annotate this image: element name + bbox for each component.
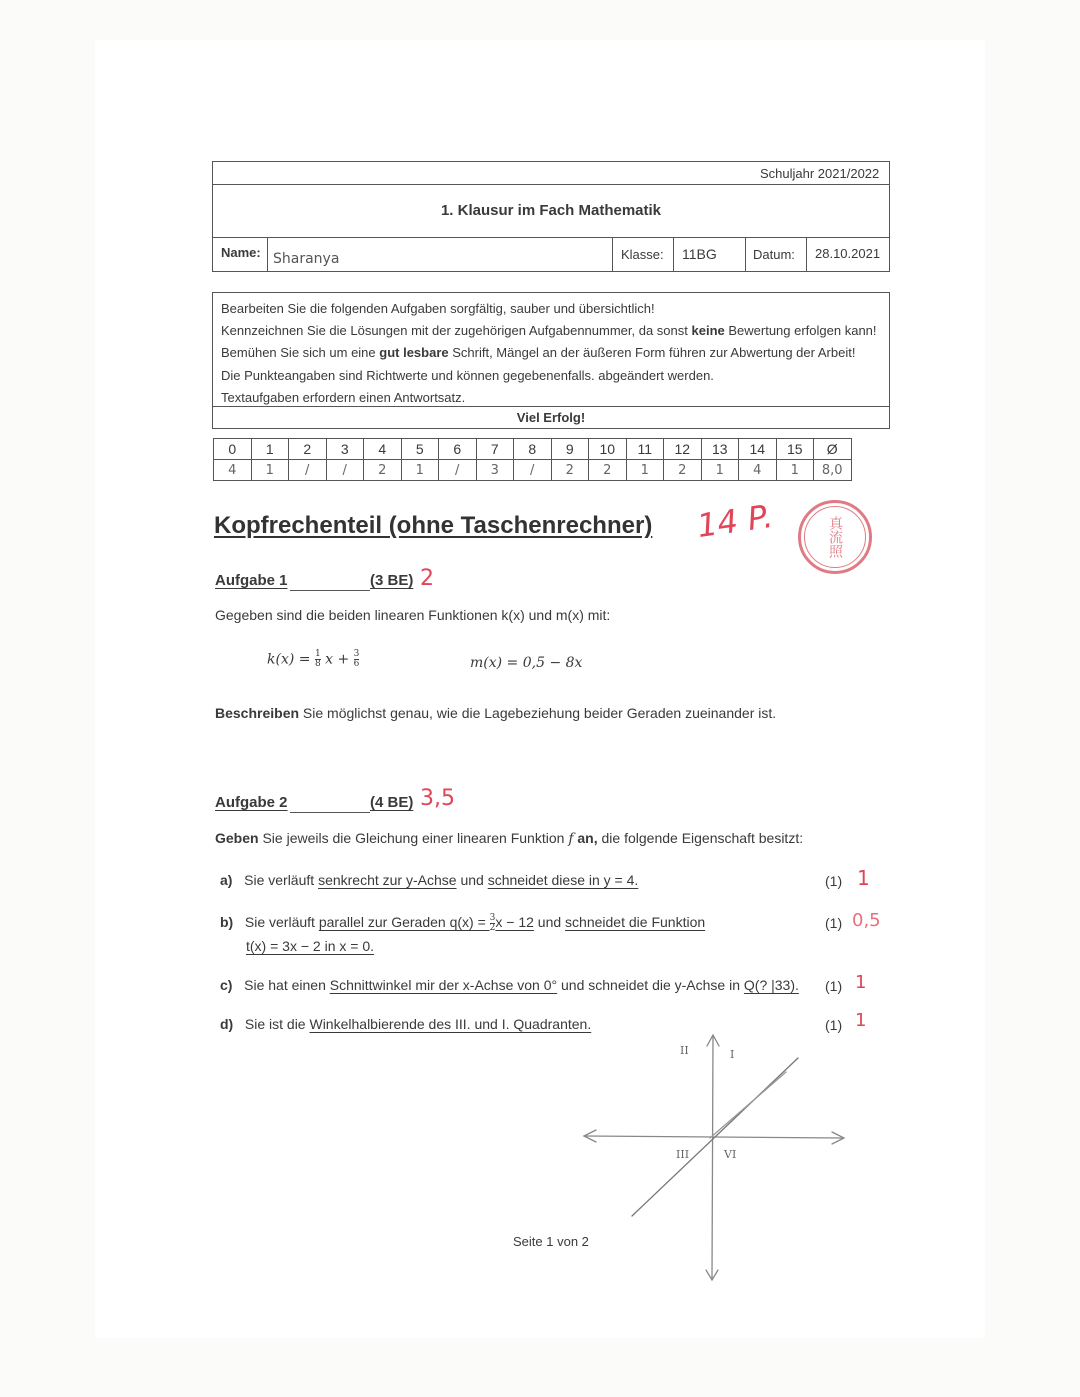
task1-intro: Gegeben sind die beiden linearen Funktionen k(x) und m(x) mit: xyxy=(215,607,611,623)
task2-intro: Geben Sie jeweils die Gleichung einer linearen Funktion f an, die folgende Eigenschaft besitzt: xyxy=(215,830,804,847)
seal-text: 真流照 xyxy=(827,516,843,558)
bisector-line-redraw xyxy=(710,1072,786,1138)
score-value: 2 xyxy=(364,460,402,481)
score-value: 2 xyxy=(589,460,627,481)
task2-grade: 3,5 xyxy=(420,786,455,811)
good-luck: Viel Erfolg! xyxy=(516,410,586,425)
score-header: 9 xyxy=(551,439,589,460)
date-label: Datum: xyxy=(753,247,795,262)
task2-a-points: (1) xyxy=(825,873,843,889)
score-value: / xyxy=(326,460,364,481)
underline-filler xyxy=(290,812,370,813)
instructions-divider xyxy=(212,406,890,407)
score-value: 1 xyxy=(776,460,814,481)
quadrant-2-label: II xyxy=(680,1044,689,1057)
score-header: 10 xyxy=(589,439,627,460)
task2-a-grade: 1 xyxy=(857,866,870,890)
task2-d-points: (1) xyxy=(825,1017,843,1033)
instruction-4: Die Punkteangaben sind Richtwerte und können gegebenenfalls. abgeändert werden. xyxy=(221,368,714,383)
score-header: 2 xyxy=(289,439,327,460)
instruction-1: Bearbeiten Sie die folgenden Aufgaben sorgfältig, sauber und übersichtlich! xyxy=(221,301,655,316)
quadrant-3-label: III xyxy=(676,1148,690,1161)
score-header: 8 xyxy=(514,439,552,460)
name-label: Name: xyxy=(221,245,261,260)
quadrant-sketch xyxy=(570,1030,860,1290)
name-value: Sharanya xyxy=(273,251,340,267)
header-divider-2 xyxy=(212,237,890,238)
task2-b-grade: 0,5 xyxy=(852,910,881,931)
instruction-5: Textaufgaben erfordern einen Antwortsatz. xyxy=(221,390,466,405)
score-header-row xyxy=(214,439,852,460)
task1-label: Aufgabe 1 xyxy=(215,572,288,589)
score-value: 2 xyxy=(664,460,702,481)
score-header: 5 xyxy=(401,439,439,460)
score-header: 3 xyxy=(326,439,364,460)
task1-question: Beschreiben Sie möglichst genau, wie die Lagebeziehung beider Geraden zueinander ist. xyxy=(215,705,777,721)
score-value: 1 xyxy=(401,460,439,481)
score-header: 6 xyxy=(439,439,477,460)
score-value: / xyxy=(439,460,477,481)
score-header: 12 xyxy=(664,439,702,460)
score-header: 11 xyxy=(626,439,664,460)
underline-filler xyxy=(290,590,370,591)
task1-points: (3 BE) xyxy=(370,572,414,589)
seal-stamp xyxy=(798,500,872,574)
task2-points: (4 BE) xyxy=(370,794,414,811)
exam-title: 1. Klausur im Fach Mathematik xyxy=(440,202,662,219)
score-table xyxy=(213,438,852,481)
cell-border xyxy=(612,237,613,272)
task2-b-points: (1) xyxy=(825,915,843,931)
score-value: 3 xyxy=(476,460,514,481)
score-value: 1 xyxy=(701,460,739,481)
header-divider-1 xyxy=(212,184,890,185)
instruction-2: Kennzeichnen Sie die Lösungen mit der zugehörigen Aufgabennummer, da sonst keine Bewertung erfolgen kann! xyxy=(221,323,877,338)
score-header: 15 xyxy=(776,439,814,460)
class-label: Klasse: xyxy=(621,247,664,262)
task2-d: d) Sie ist die Winkelhalbierende des III. und I. Quadranten. xyxy=(220,1016,592,1032)
task2-c-grade: 1 xyxy=(855,972,867,993)
date-value: 28.10.2021 xyxy=(815,246,881,261)
score-value: 4 xyxy=(214,460,252,481)
cell-border xyxy=(745,237,746,272)
task2-b: b) Sie verläuft parallel zur Geraden q(x) = $\frac{3}{2}$ x − 12 und schneidet die Funktion xyxy=(220,913,706,933)
score-header: 4 xyxy=(364,439,402,460)
score-header: 7 xyxy=(476,439,514,460)
quadrant-4-label: VI xyxy=(724,1148,737,1161)
score-header: Ø xyxy=(814,439,852,460)
cell-border xyxy=(806,237,807,272)
score-value: 1 xyxy=(251,460,289,481)
score-header: 1 xyxy=(251,439,289,460)
quadrant-1-label: I xyxy=(730,1048,735,1061)
score-value: 4 xyxy=(739,460,777,481)
score-value: 1 xyxy=(626,460,664,481)
school-year: Schuljahr 2021/2022 xyxy=(760,166,880,181)
task2-a: a) Sie verläuft senkrecht zur y-Achse und schneidet diese in y = 4. xyxy=(220,872,639,888)
task2-label: Aufgabe 2 xyxy=(215,794,288,811)
task2-d-grade: 1 xyxy=(855,1010,867,1031)
score-value: / xyxy=(514,460,552,481)
task1-grade: 2 xyxy=(420,566,434,591)
task2-b-line2: t(x) = 3x − 2 in x = 0. xyxy=(246,938,375,954)
score-header: 13 xyxy=(701,439,739,460)
task1-k-function: k(x) = $\frac{1}{8}$ x + $\frac{3}{6}$ xyxy=(267,649,360,669)
task2-c-points: (1) xyxy=(825,978,843,994)
score-header: 0 xyxy=(214,439,252,460)
score-value-row xyxy=(214,460,852,481)
score-value: 8,0 xyxy=(814,460,852,481)
score-value: / xyxy=(289,460,327,481)
total-points: 14 P. xyxy=(694,496,776,546)
page-footer: Seite 1 von 2 xyxy=(513,1234,589,1249)
class-value: 11BG xyxy=(682,246,717,262)
y-axis-line xyxy=(712,1036,713,1278)
task2-c: c) Sie hat einen Schnittwinkel mir der x-Achse von 0° und schneidet die y-Achse in Q(? |33). xyxy=(220,977,799,993)
score-value: 2 xyxy=(551,460,589,481)
cell-border xyxy=(267,237,268,272)
task1-m-function: m(x) = 0,5 − 8x xyxy=(470,655,583,671)
section-title: Kopfrechenteil (ohne Taschenrechner) xyxy=(214,512,653,539)
instruction-3: Bemühen Sie sich um eine gut lesbare Schrift, Mängel an der äußeren Form führen zur Abwertung der Arbeit! xyxy=(221,345,856,360)
cell-border xyxy=(673,237,674,272)
score-header: 14 xyxy=(739,439,777,460)
